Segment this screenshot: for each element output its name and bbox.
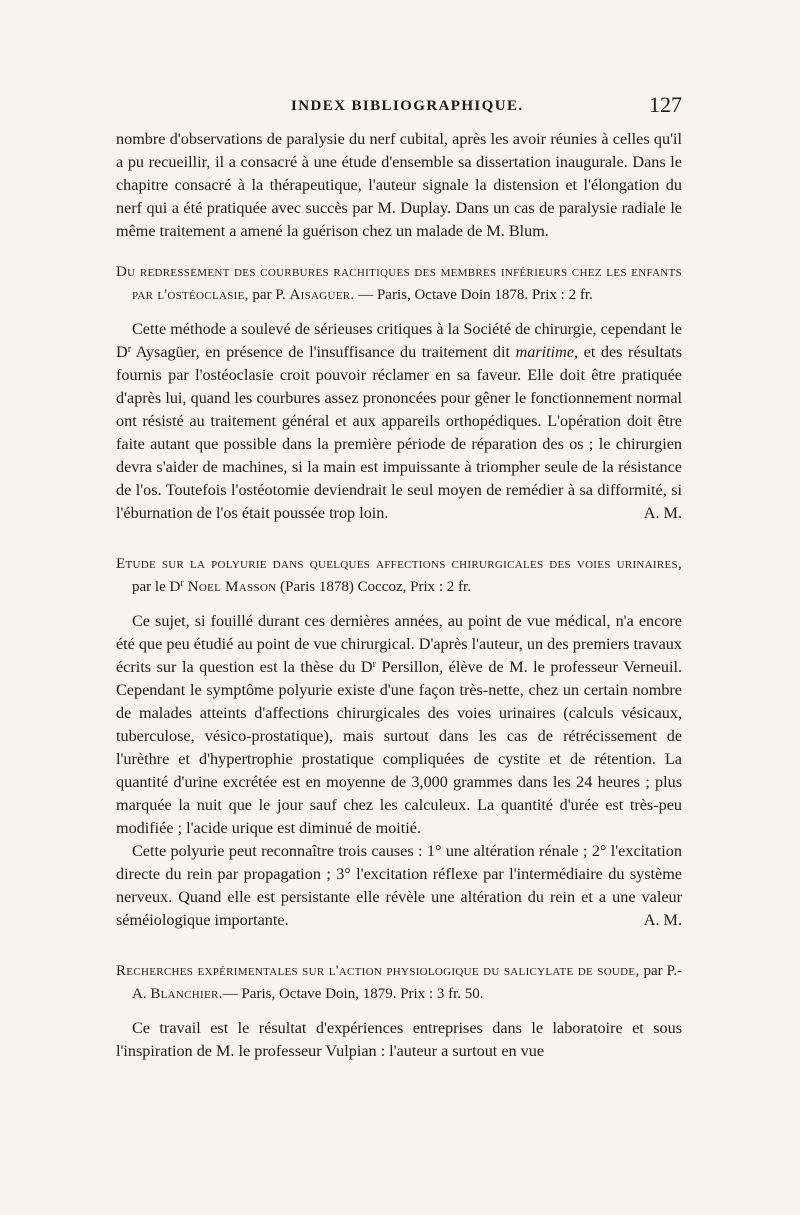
- entry-author: Aisaguer.: [289, 286, 355, 303]
- reviewer-signature: A. M.: [643, 504, 682, 522]
- bibliography-entry: [116, 553, 682, 932]
- review-text: Cette polyurie peut reconnaître trois causes : 1° une altération rénale ; 2° l'excitation directe du rein par propagation ; 3° l'excitation réflexe par l'intermédiaire du système nerveux. Quand elle est persistante elle révèle une altération du rein et a une valeur séméiologique importante.: [116, 842, 682, 929]
- review-text: , et des résultats fournis par l'ostéoclasie croit pouvoir réclamer en sa faveur. Elle doit être pratiquée d'après lui, quand les courbures assez prononcées pour gêner le fonctionnement normal ont résisté au traitement général et aux appareils orthopédiques. L'opération doit être faite autant que possible dans la première période de réparation des os ; le chirurgien devra s'aider de machines, si la main est impuissante à triompher seule de la résistance de l'os. Toutefois l'ostéotomie deviendrait le seul moyen de remédier à sa difformité, si l'éburnation de l'os était poussée trop loin.: [116, 343, 682, 522]
- italic-term: maritime: [515, 343, 575, 361]
- superscript: r: [372, 659, 376, 670]
- entry-title: Etude sur la polyurie dans quelques affections chirurgicales des voies urinaires,: [116, 556, 682, 572]
- superscript: r: [127, 344, 132, 355]
- bibliography-entry: [116, 261, 682, 525]
- review-text: Cette méthode a soulevé de sérieuses critiques à la Société de chirurgie, cependant le D: [116, 320, 682, 361]
- entry-review: Ce travail est le résultat d'expériences entreprises dans le laboratoire et sous l'inspiration de M. le professeur Vulpian : l'auteur a surtout en vue: [116, 1019, 682, 1060]
- entry-author-prefix: par le D: [132, 578, 181, 595]
- entry-title: Du redressement des courbures rachitiques des membres inférieurs chez les enfants par l'ostéoclasie,: [116, 264, 682, 303]
- entry-heading: [116, 960, 682, 1005]
- entry-review: [116, 610, 682, 840]
- entry-author-prefix: par P.-A.: [132, 963, 682, 1002]
- entry-details: (Paris 1878) Coccoz, Prix : 2 fr.: [276, 578, 471, 595]
- entry-details: — Paris, Octave Doin 1878. Prix : 2 fr.: [354, 286, 593, 303]
- entry-heading: [116, 553, 682, 598]
- entry-review: [116, 840, 682, 932]
- entry-heading: [116, 261, 682, 306]
- entry-details: — Paris, Octave Doin, 1879. Prix : 3 fr. 50.: [222, 985, 484, 1002]
- superscript: r: [180, 577, 184, 589]
- review-text: Aysagüer, en présence de l'insuffisance du traitement dit: [131, 343, 516, 361]
- page-number: 127: [649, 92, 682, 117]
- review-text: Ce sujet, si fouillé durant ces dernières années, au point de vue médical, n'a encore été que peu étudié au point de vue chirurgical. D'après l'auteur, un des premiers travaux écrits sur la question est la thèse du D: [116, 612, 682, 676]
- entry-title: Recherches expérimentales sur l'action physiologique du salicylate de soude,: [116, 963, 640, 979]
- entry-author-prefix: par P.: [248, 286, 290, 303]
- reviewer-signature: A. M.: [643, 911, 682, 929]
- running-title: INDEX BIBLIOGRAPHIQUE.: [291, 98, 524, 114]
- entry-review: [116, 318, 682, 525]
- entry-author: Blanchier.: [150, 985, 223, 1002]
- bibliography-entry: [116, 960, 682, 1063]
- review-text: Persillon, élève de M. le professeur Verneuil. Cependant le symptôme polyurie existe d'une façon très-nette, chez un certain nombre de malades atteints d'affections chirurgicales des voies urinaires (calculs vésicaux, tuberculose, vésico-prostatique), mais surtout dans les cas de rétrécissement de l'urèthre et d'hypertrophie prostatique compliquées de cystite et de rétention. La quantité d'urine excrétée est en moyenne de 3,000 grammes dans les 24 heures ; plus marquée la nuit que le jour sauf chez les calculeux. La quantité d'urée est très-peu modifiée ; l'acide urique est diminué de moitié.: [116, 658, 682, 837]
- page-content: [116, 128, 682, 1063]
- page-header: [116, 92, 682, 122]
- intro-paragraph: nombre d'observations de paralysie du nerf cubital, après les avoir réunies à celles qu'il a pu recueillir, il a consacré à une étude d'ensemble sa dissertation inaugurale. Dans le chapitre consacré à la thérapeutique, l'auteur signale la distension et l'élongation du nerf qui a été pratiquée avec succès par M. Duplay. Dans un cas de paralysie radiale le même traitement a amené la guérison chez un malade de M. Blum.: [116, 130, 682, 240]
- entry-author: Noel Masson: [183, 578, 277, 595]
